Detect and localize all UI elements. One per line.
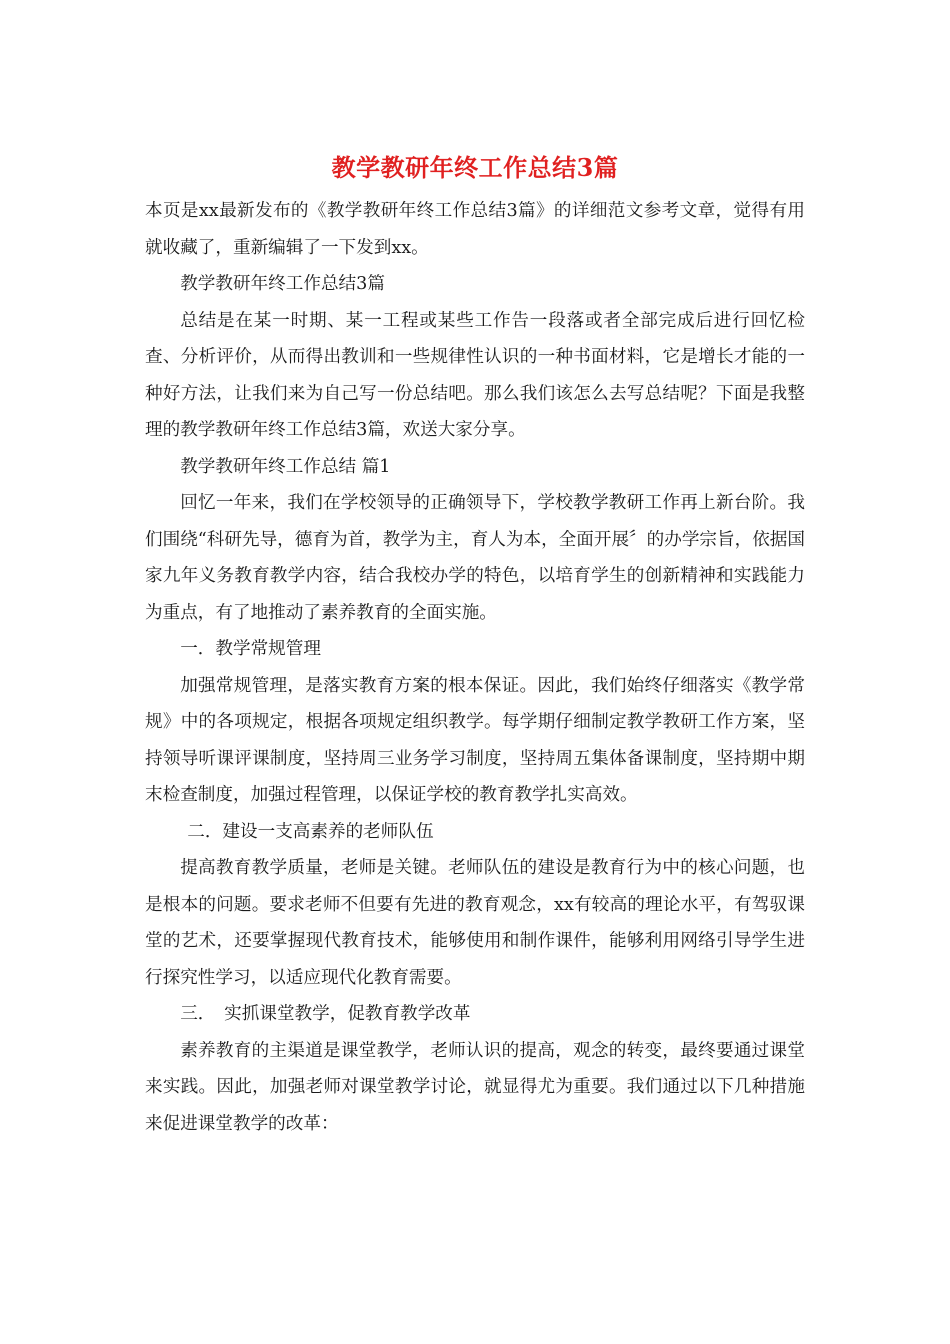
section-heading: 二．建设一支高素养的老师队伍: [187, 821, 434, 842]
subtitle: 教学教研年终工作总结3篇: [180, 274, 385, 294]
article-intro-paragraph: 回忆一年来，我们在学校领导的正确领导下，学校教学教研工作再上新台阶。我们围绕“科研先导，德育为首，教学为主，育人为本，全面开展〞的办学宗旨，依据国家九年义务教育教学内容，结合我校办学的特色，以培育学生的创新精神和实践能力为重点，有了地推动了素养教育的全面实施。: [145, 493, 805, 623]
intro-paragraph: 本页是xx最新发布的《教学教研年终工作总结3篇》的详细范文参考文章，觉得有用就收藏了，重新编辑了一下发到xx。: [145, 201, 805, 258]
section-body: 素养教育的主渠道是课堂教学，老师认识的提高，观念的转变，最终要通过课堂来实践。因此，加强老师对课堂教学讨论，就显得尤为重要。我们通过以下几种措施来促进课堂教学的改革：: [145, 1040, 805, 1134]
section-body: 加强常规管理，是落实教育方案的根本保证。因此，我们始终仔细落实《教学常规》中的各项规定，根据各项规定组织教学。每学期仔细制定教学教研工作方案，坚持领导听课评课制度，坚持周三业务学习制度，坚持周五集体备课制度，坚持期中期末检查制度，加强过程管理，以保证学校的教育教学扎实高效。: [145, 675, 805, 805]
document-body: [145, 193, 805, 1142]
section-heading: 一．教学常规管理: [180, 639, 321, 659]
article-heading: 教学教研年终工作总结 篇1: [180, 456, 391, 477]
document-title: 教学教研年终工作总结3篇: [331, 153, 619, 182]
section-body: 提高教育教学质量，老师是关键。老师队伍的建设是教育行为中的核心问题，也是根本的问题。要求老师不但要有先进的教育观念，xx有较高的理论水平，有驾驭课堂的艺术，还要掌握现代教育技术，能够使用和制作课件，能够利用网络引导学生进行探究性学习，以适应现代化教育需要。: [145, 858, 805, 988]
summary-paragraph: 总结是在某一时期、某一工程或某些工作告一段落或者全部完成后进行回忆检查、分析评价，从而得出教训和一些规律性认识的一种书面材料，它是增长才能的一种好方法，让我们来为自己写一份总结吧。那么我们该怎么去写总结呢？下面是我整理的教学教研年终工作总结3篇，欢送大家分享。: [145, 310, 805, 440]
section-heading: 三． 实抓课堂教学，促教育教学改革: [180, 1004, 471, 1024]
